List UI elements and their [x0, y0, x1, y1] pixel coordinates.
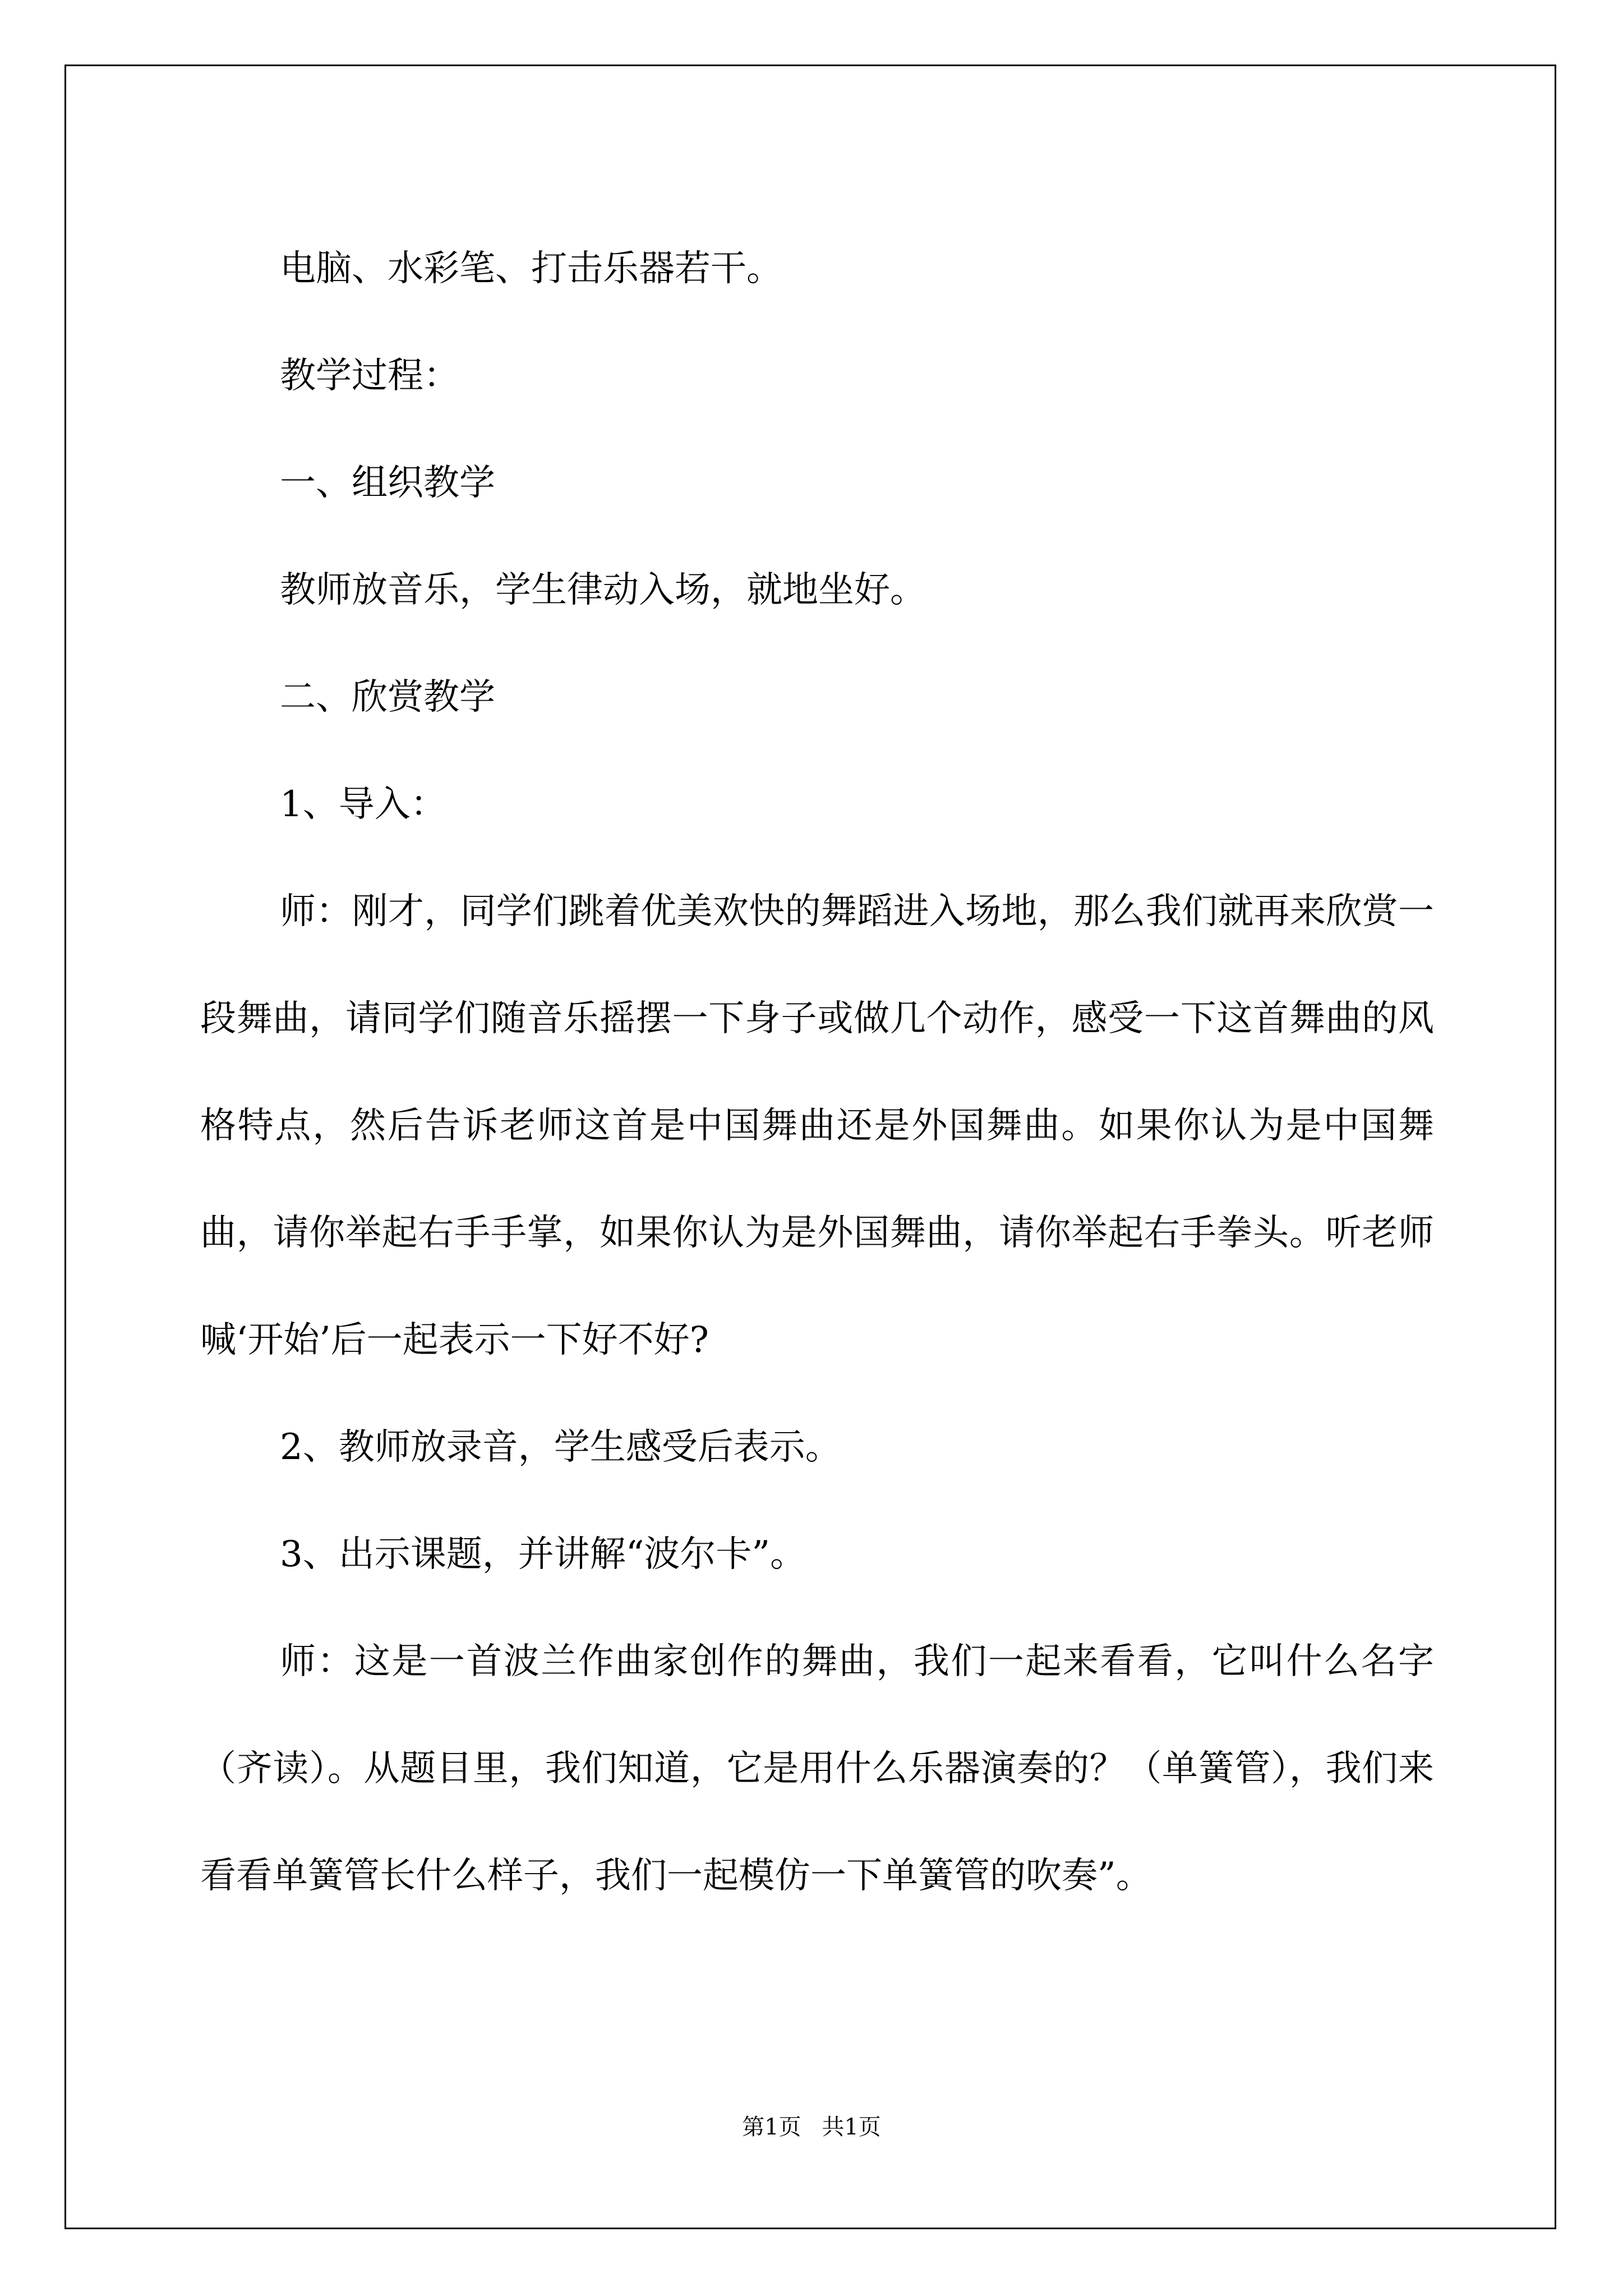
page-number: 第1页	[742, 2114, 801, 2140]
paragraph-section-two: 二、欣赏教学	[280, 677, 495, 718]
paragraph-recording: 2、教师放录音，学生感受后表示。	[280, 1427, 841, 1468]
paragraph-process-heading: 教学过程：	[280, 355, 459, 397]
paragraph-topic: 3、出示课题，并讲解“波尔卡”。	[280, 1534, 806, 1575]
page-total: 共1页	[822, 2114, 881, 2140]
paragraph-intro: 1、导入：	[280, 784, 446, 825]
paragraph-teacher-dance: 师：刚才，同学们跳着优美欢快的舞蹈进入场地，那么我们就再来欣赏一段舞曲，请同学们随音乐摇摆一下身子或做几个动作，感受一下这首舞曲的风格特点，然后告诉老师这首是中国舞曲还是外国舞曲。如果你认为是中国舞曲，请你举起右手手掌，如果你认为是外国舞曲，请你举起右手拳头。听老师喊‘开始’后一起表示一下好不好?	[200, 891, 1434, 1361]
document-body	[200, 215, 1434, 1930]
page-footer	[0, 2109, 1623, 2141]
paragraph-materials: 电脑、水彩笔、打击乐器若干。	[280, 248, 782, 289]
paragraph-section-one: 一、组织教学	[280, 462, 495, 504]
paragraph-entrance: 教师放音乐，学生律动入场，就地坐好。	[280, 569, 926, 611]
paragraph-teacher-clarinet: 师：这是一首波兰作曲家创作的舞曲，我们一起来看看，它叫什么名字（齐读）。从题目里，我们知道，它是用什么乐器演奏的？（单簧管），我们来看看单簧管长什么样子，我们一起模仿一下单簧管的吹奏”。	[200, 1641, 1434, 1897]
